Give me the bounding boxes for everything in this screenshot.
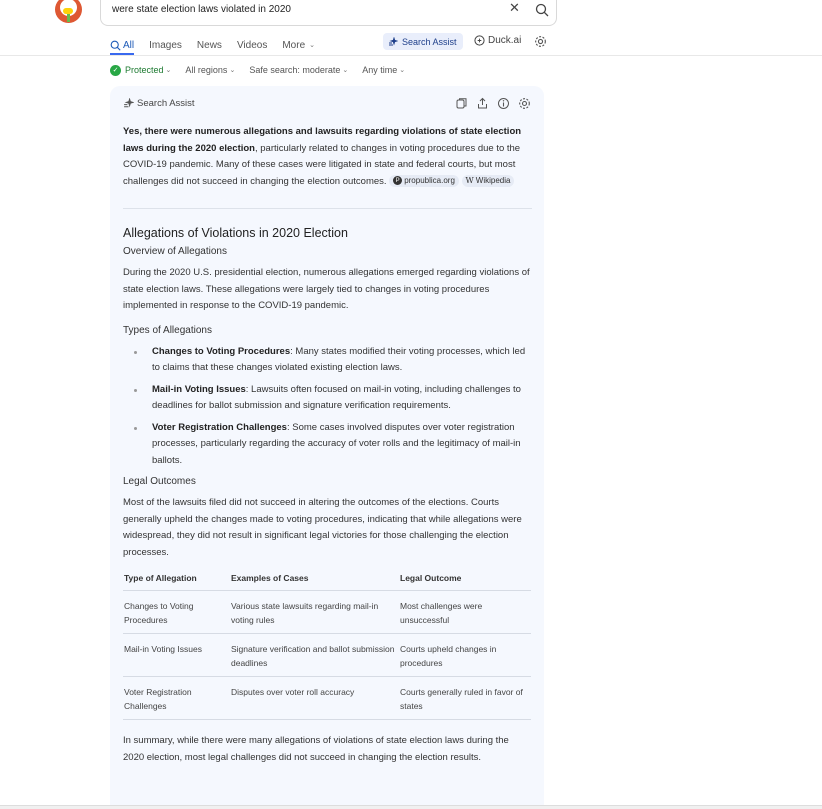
outcomes-table bbox=[123, 569, 531, 720]
settings-icon[interactable] bbox=[518, 97, 531, 110]
table-header: Examples of Cases bbox=[230, 569, 399, 591]
source-label: propublica.org bbox=[404, 175, 455, 185]
table-cell: Various state lawsuits regarding mail-in voting rules bbox=[230, 591, 399, 634]
chat-icon bbox=[474, 35, 485, 46]
propublica-icon: P bbox=[393, 176, 402, 185]
source-chip-propublica[interactable] bbox=[389, 175, 459, 187]
share-icon[interactable] bbox=[476, 97, 489, 110]
logo-tie bbox=[67, 14, 70, 22]
filter-label: All regions bbox=[185, 65, 228, 75]
search-filters bbox=[110, 63, 419, 77]
table-cell: Changes to Voting Procedures bbox=[123, 591, 230, 634]
info-icon[interactable] bbox=[497, 97, 510, 110]
header-divider bbox=[0, 55, 822, 56]
duck-ai-button[interactable] bbox=[474, 35, 521, 46]
bottom-scrollbar[interactable] bbox=[0, 805, 822, 809]
tab-images[interactable] bbox=[149, 35, 182, 55]
table-row bbox=[123, 677, 531, 720]
filter-label: Safe search: moderate bbox=[249, 65, 341, 75]
types-heading: Types of Allegations bbox=[123, 324, 212, 336]
table-cell: Voter Registration Challenges bbox=[123, 677, 230, 720]
region-filter[interactable] bbox=[185, 65, 235, 75]
outcomes-heading: Legal Outcomes bbox=[123, 476, 196, 487]
source-chip-wikipedia[interactable] bbox=[462, 175, 515, 187]
list-term: Changes to Voting Procedures bbox=[152, 345, 291, 357]
tab-news[interactable] bbox=[197, 35, 222, 55]
chevron-down-icon: ⌄ bbox=[165, 67, 172, 74]
search-icon bbox=[110, 40, 121, 51]
chevron-down-icon: ⌄ bbox=[342, 67, 349, 74]
gear-icon[interactable] bbox=[534, 35, 547, 48]
tab-label: More bbox=[282, 39, 306, 51]
sparkle-icon bbox=[388, 37, 398, 47]
search-assist-label: Search Assist bbox=[402, 36, 457, 47]
filter-label: Protected bbox=[125, 65, 164, 75]
time-filter[interactable] bbox=[362, 65, 405, 75]
checkmark-icon: ✓ bbox=[110, 65, 121, 76]
table-header: Legal Outcome bbox=[399, 569, 531, 591]
table-header: Type of Allegation bbox=[123, 569, 230, 591]
table-cell: Courts upheld changes in procedures bbox=[399, 634, 531, 677]
duckduckgo-logo[interactable] bbox=[55, 0, 82, 23]
filter-label: Any time bbox=[362, 65, 398, 75]
search-assist-panel bbox=[110, 86, 544, 809]
tab-more[interactable] bbox=[282, 35, 315, 55]
search-input[interactable]: were state election laws violated in 2020 bbox=[112, 4, 291, 15]
list-text: : Lawsuits often focused on mail-in voting, including challenges to deadlines for ballot submission and signature verification requirements. bbox=[152, 383, 521, 411]
duck-ai-label: Duck.ai bbox=[488, 35, 522, 46]
list-text: : Many states modified their voting processes, which led to claims that these changes violated existing election laws. bbox=[152, 345, 526, 373]
list-term: Voter Registration Challenges bbox=[152, 421, 287, 433]
source-label: Wikipedia bbox=[475, 175, 511, 185]
table-row bbox=[123, 634, 531, 677]
outcomes-text: Most of the lawsuits filed did not succeed in altering the outcomes of the elections. Courts generally upheld the changes made to voting procedures, indicating that while allegations were widespread, they did not result in significant legal victories for those challenging the election processes. bbox=[123, 497, 522, 558]
section-title: Allegations of Violations in 2020 Election bbox=[123, 226, 348, 240]
list-item bbox=[123, 382, 532, 415]
safe-search-filter[interactable] bbox=[249, 65, 348, 75]
list-item bbox=[123, 420, 532, 470]
assist-content bbox=[123, 124, 532, 766]
panel-title: Search Assist bbox=[137, 98, 195, 109]
tab-label: Videos bbox=[236, 39, 268, 51]
overview-text: During the 2020 U.S. presidential election, numerous allegations emerged regarding violations of state election laws. These allegations were largely tied to changes in voting procedures implemented in response to the COVID-19 pandemic. bbox=[123, 267, 530, 311]
section-divider bbox=[123, 208, 532, 209]
table-header-row bbox=[123, 569, 531, 591]
answer-text: , particularly related to changes in voting procedures due to the COVID-19 pandemic. Many of these cases were litigated in state and federal courts, but most challenges did not succeed in changing the election outcomes. bbox=[123, 142, 521, 187]
chevron-down-icon: ⌄ bbox=[399, 67, 406, 74]
tab-label: News bbox=[196, 39, 222, 51]
tab-videos[interactable] bbox=[237, 35, 267, 55]
tab-label: All bbox=[123, 39, 135, 51]
wikipedia-icon: W bbox=[465, 175, 474, 185]
table-row bbox=[123, 591, 531, 634]
chevron-down-icon: ⌄ bbox=[229, 67, 236, 74]
protected-filter[interactable] bbox=[110, 65, 171, 76]
list-term: Mail-in Voting Issues bbox=[152, 383, 246, 395]
search-box[interactable] bbox=[100, 0, 557, 26]
search-tabs bbox=[110, 35, 330, 55]
tab-label: Images bbox=[149, 39, 182, 51]
table-cell: Most challenges were unsuccessful bbox=[399, 591, 531, 634]
table-cell: Signature verification and ballot submission deadlines bbox=[230, 634, 399, 677]
clear-icon[interactable]: ✕ bbox=[509, 0, 520, 15]
table-cell: Mail-in Voting Issues bbox=[123, 634, 230, 677]
table-cell: Disputes over voter roll accuracy bbox=[230, 677, 399, 720]
search-assist-button[interactable] bbox=[383, 33, 463, 50]
panel-header bbox=[123, 98, 195, 109]
tab-all[interactable] bbox=[110, 35, 134, 55]
chevron-down-icon: ⌄ bbox=[309, 42, 316, 49]
list-text: : Some cases involved disputes over voter registration processes, particularly regarding the accuracy of voter rolls and the legitimacy of mail-in ballots. bbox=[152, 421, 521, 466]
answer-summary bbox=[123, 124, 532, 190]
summary-text: In summary, while there were many allegations of violations of state election laws during the 2020 election, most legal challenges did not succeed in changing the election results. bbox=[123, 735, 509, 763]
copy-icon[interactable] bbox=[455, 97, 468, 110]
types-list bbox=[123, 344, 532, 470]
list-item bbox=[123, 344, 532, 377]
search-icon[interactable] bbox=[535, 3, 549, 17]
sparkle-icon bbox=[123, 98, 134, 109]
table-cell: Courts generally ruled in favor of states bbox=[399, 677, 531, 720]
answer-bold: Yes, there were numerous allegations and lawsuits regarding violations of state election laws during the 2020 election bbox=[123, 126, 522, 154]
panel-actions bbox=[455, 97, 531, 110]
overview-heading: Overview of Allegations bbox=[123, 246, 227, 257]
